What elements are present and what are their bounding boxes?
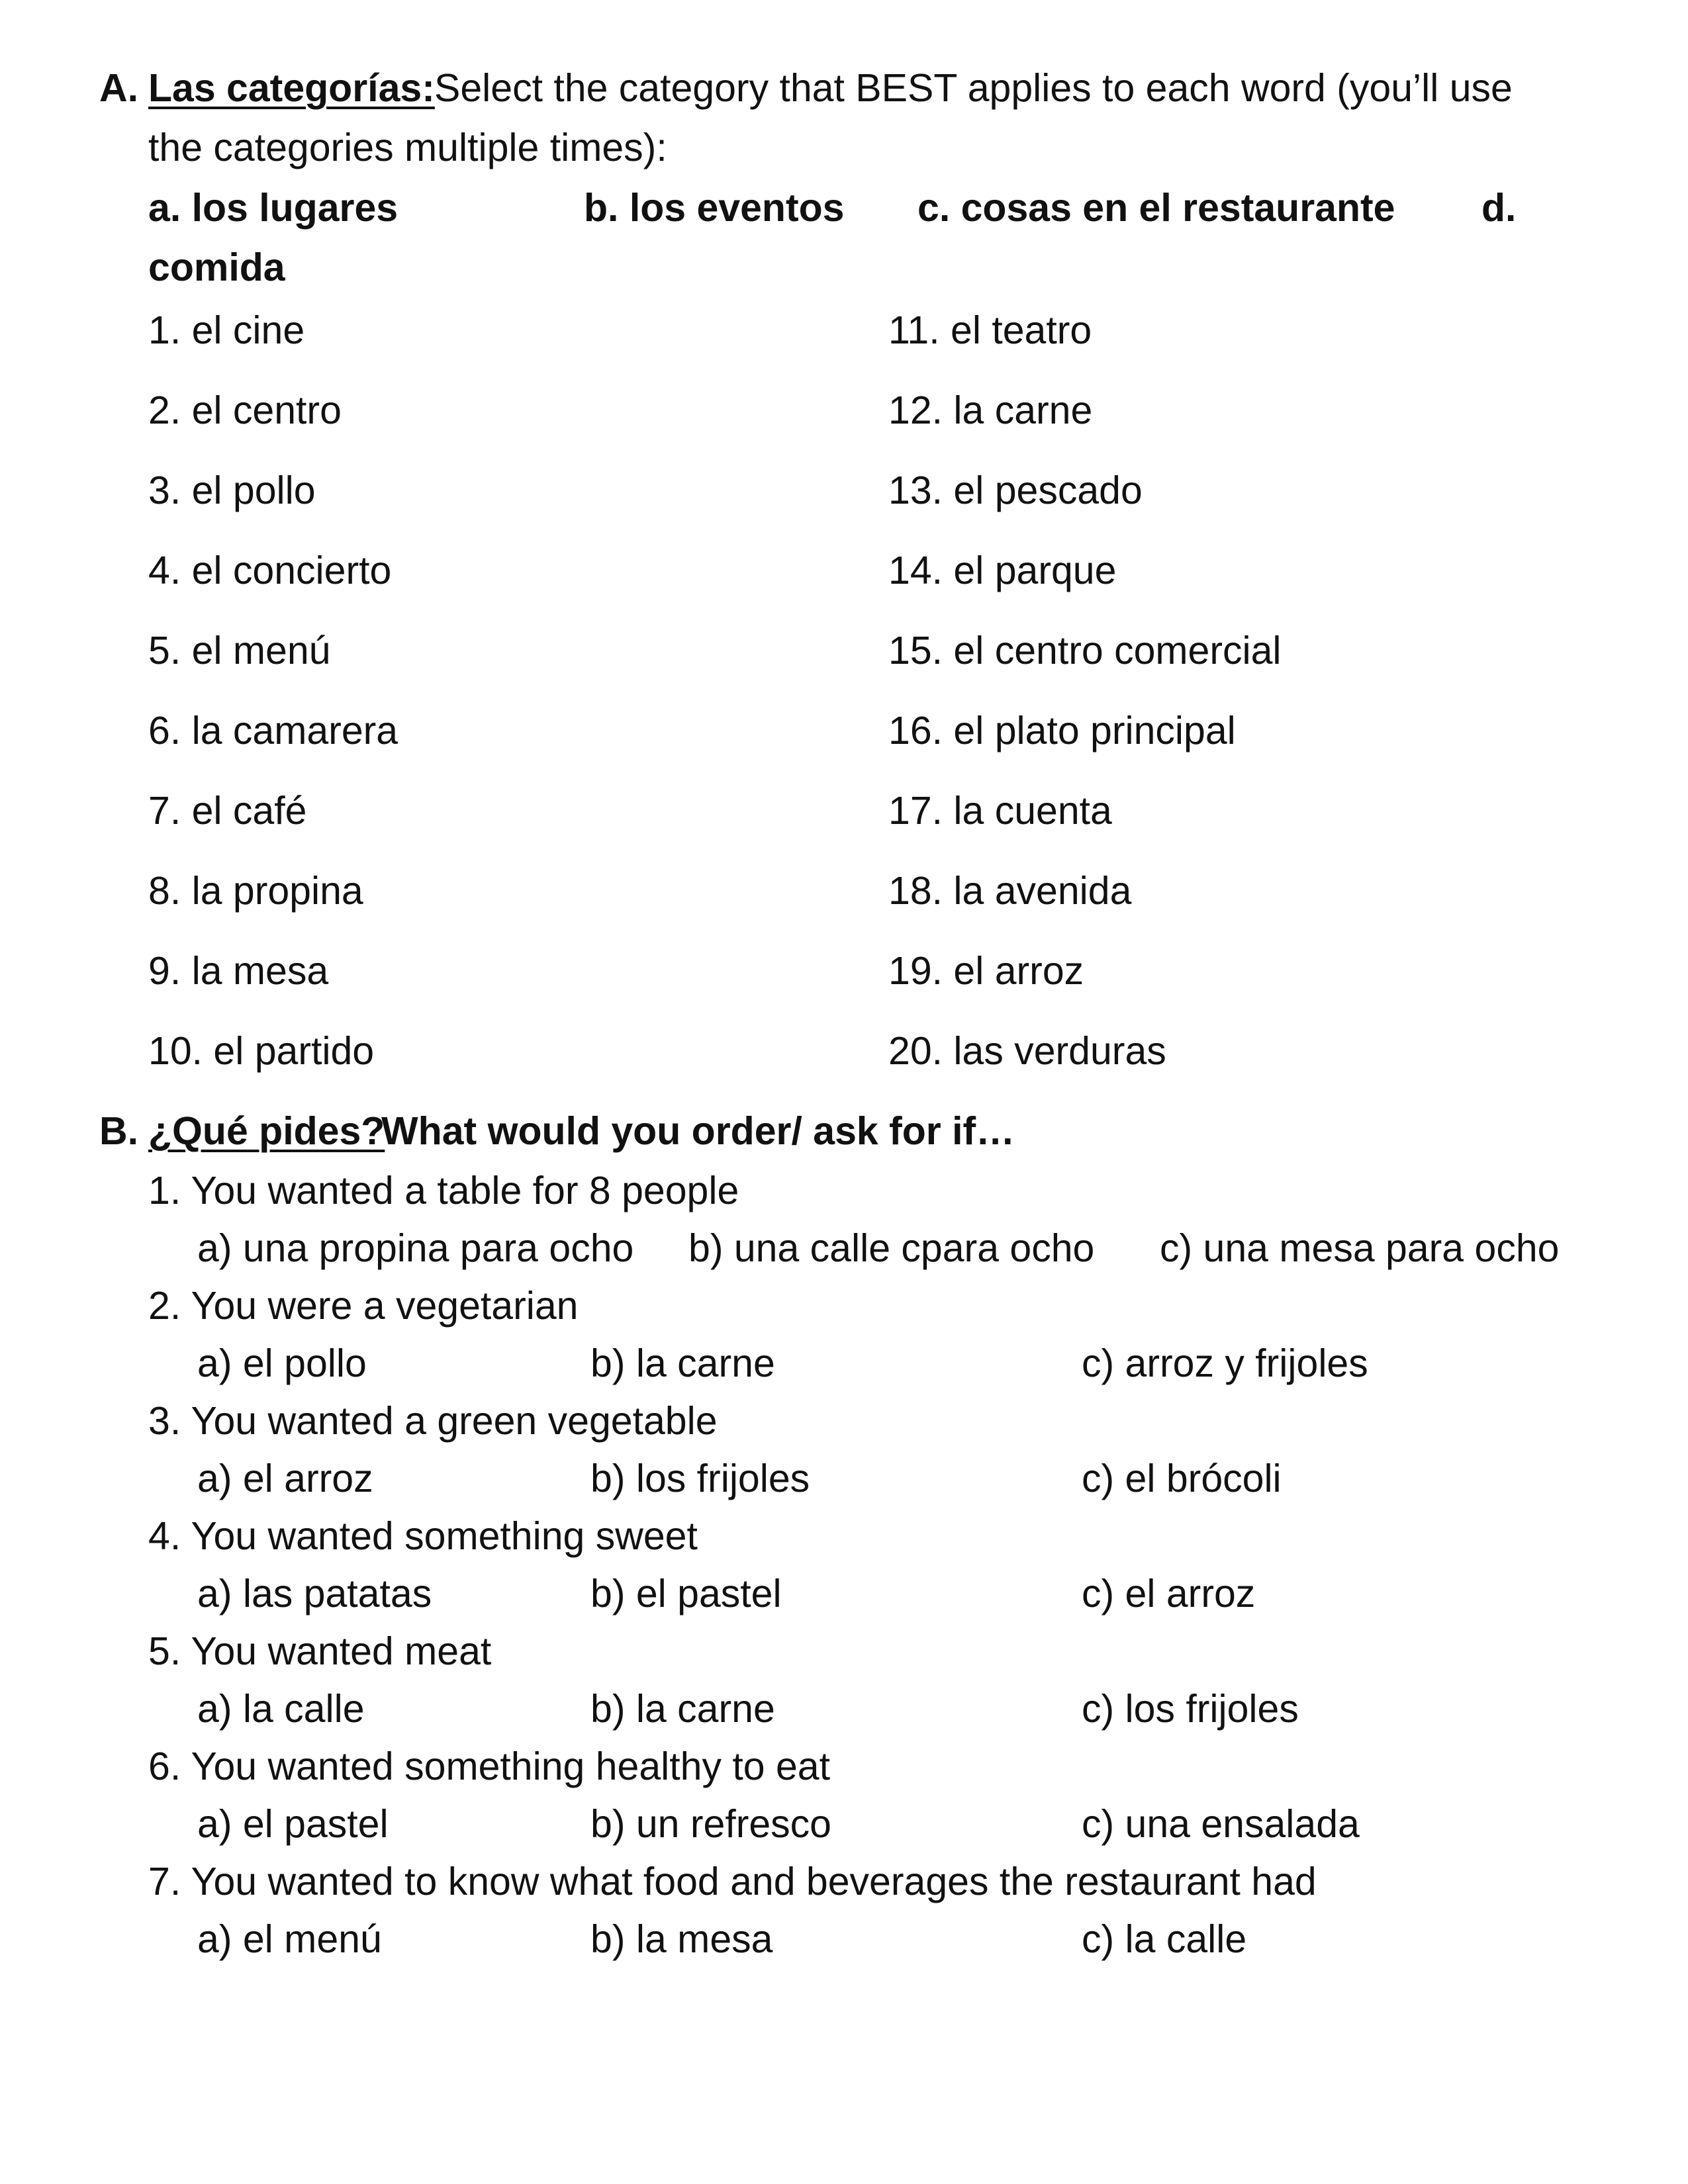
list-item: 3. el pollo [148, 469, 316, 512]
question-4-option-a: a) las patatas [197, 1572, 432, 1615]
section-a-instruction: Select the category that BEST applies to each word (you’ll use [434, 66, 1513, 110]
category-c: c. cosas en el restaurante [917, 186, 1395, 230]
list-item: 2. el centro [148, 388, 342, 432]
list-item: 7. el café [148, 789, 307, 833]
question-6: 6. You wanted something healthy to eat [148, 1745, 830, 1788]
question-7-option-c: c) la calle [1082, 1917, 1247, 1961]
category-d: d. [1481, 186, 1517, 230]
list-item: 5. el menú [148, 629, 331, 672]
question-4: 4. You wanted something sweet [148, 1514, 698, 1558]
list-item: 6. la camarera [148, 709, 399, 752]
question-5-option-b: b) la carne [590, 1687, 775, 1731]
question-2: 2. You were a vegetarian [148, 1284, 579, 1328]
list-item: 18. la avenida [888, 869, 1132, 913]
question-7-option-b: b) la mesa [590, 1917, 773, 1961]
list-item: 19. el arroz [888, 949, 1084, 993]
category-a: a. los lugares [148, 186, 399, 230]
list-item: 11. el teatro [888, 308, 1092, 352]
list-item: 16. el plato principal [888, 709, 1236, 752]
list-item: 10. el partido [148, 1029, 375, 1073]
list-item: 13. el pescado [888, 469, 1143, 512]
question-3: 3. You wanted a green vegetable [148, 1399, 718, 1443]
list-item: 1. el cine [148, 308, 305, 352]
question-5: 5. You wanted meat [148, 1629, 492, 1673]
question-4-option-b: b) el pastel [590, 1572, 782, 1615]
question-5-option-c: c) los frijoles [1082, 1687, 1299, 1731]
question-2-option-c: c) arroz y frijoles [1082, 1342, 1368, 1385]
question-1-option-c: c) una mesa para ocho [1160, 1226, 1560, 1270]
question-1-option-b: b) una calle cpara ocho [688, 1226, 1095, 1270]
list-item: 17. la cuenta [888, 789, 1112, 833]
question-3-option-b: b) los frijoles [590, 1457, 810, 1500]
section-b-letter: B. [99, 1109, 138, 1153]
list-item: 14. el parque [888, 549, 1117, 592]
question-2-option-b: b) la carne [590, 1342, 775, 1385]
question-3-option-c: c) el brócoli [1082, 1457, 1282, 1500]
section-b-title: ¿Qué pides? [148, 1109, 385, 1153]
question-2-option-a: a) el pollo [197, 1342, 367, 1385]
section-a-letter: A. [99, 66, 138, 110]
list-item: 20. las verduras [888, 1029, 1166, 1073]
section-a-title: Las categorías: [148, 66, 435, 110]
category-b: b. los eventos [584, 186, 845, 230]
list-item: 15. el centro comercial [888, 629, 1282, 672]
list-item: 8. la propina [148, 869, 363, 913]
question-1: 1. You wanted a table for 8 people [148, 1169, 739, 1212]
question-1-option-a: a) una propina para ocho [197, 1226, 634, 1270]
category-d-cont: comida [148, 246, 285, 289]
list-item: 4. el concierto [148, 549, 392, 592]
list-item: 9. la mesa [148, 949, 329, 993]
question-6-option-b: b) un refresco [590, 1802, 831, 1846]
question-4-option-c: c) el arroz [1082, 1572, 1256, 1615]
question-3-option-a: a) el arroz [197, 1457, 373, 1500]
section-b-subtitle: What would you order/ ask for if… [381, 1109, 1015, 1153]
section-a-instruction-cont: the categories multiple times): [148, 126, 667, 169]
question-7-option-a: a) el menú [197, 1917, 382, 1961]
question-6-option-c: c) una ensalada [1082, 1802, 1360, 1846]
question-7: 7. You wanted to know what food and beverages the restaurant had [148, 1860, 1317, 1903]
list-item: 12. la carne [888, 388, 1093, 432]
question-6-option-a: a) el pastel [197, 1802, 389, 1846]
question-5-option-a: a) la calle [197, 1687, 365, 1731]
